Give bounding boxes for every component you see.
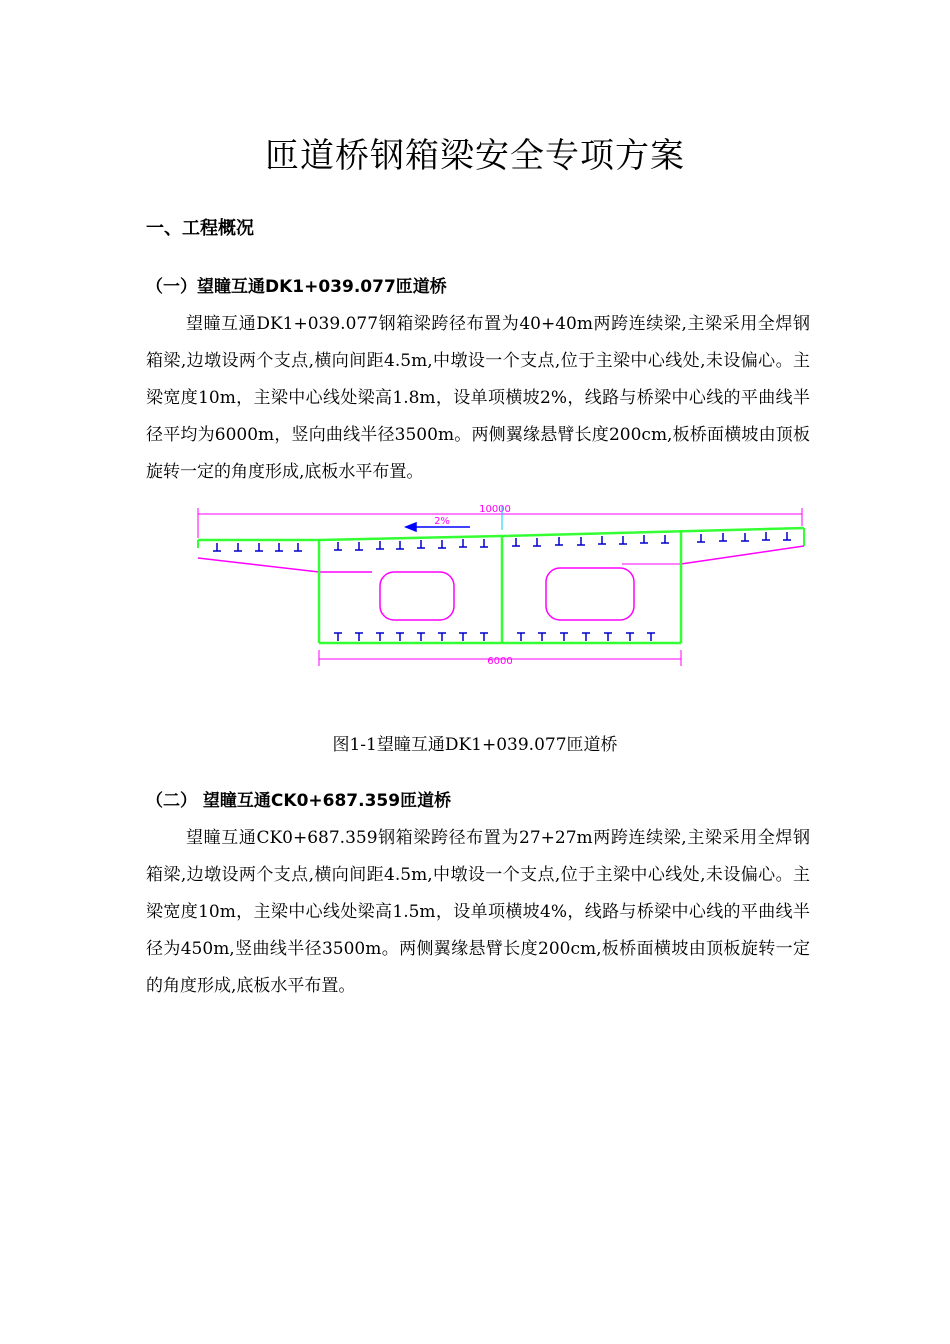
paragraph-bridge-1: 望瞳互通DK1+039.077钢箱梁跨径布置为40+40m两跨连续梁,主梁采用全焊钢箱梁,边墩设两个支点,横向间距4.5m,中墩设一个支点,位于主梁中心线处,未设偏心。主梁宽度10m，主梁中心线处梁高1.8m，设单项横坡2%，线路与桥梁中心线的平曲线半径平均为6000m，竖向曲线半径3500m。两侧翼缘悬臂长度200cm,板桥面横坡由顶板旋转一定的角度形成,底板水平布置。 [146,314,810,482]
left-diaphragm-opening [380,572,454,620]
right-diaphragm-opening [546,568,634,620]
figure-caption: 图1-1望瞳互通DK1+039.077匝道桥 [332,735,618,755]
page-title: 匝道桥钢箱梁安全专项方案 [265,136,685,176]
left-cantilever-bottom [198,558,319,572]
subsection-heading-2: （二） 望瞳互通CK0+687.359匝道桥 [146,791,452,811]
paragraph-bridge-2: 望瞳互通CK0+687.359钢箱梁跨径布置为27+27m两跨连续梁,主梁采用全焊钢箱梁,边墩设两个支点,横向间距4.5m,中墩设一个支点,位于主梁中心线处,未设偏心。主梁宽度10m，主梁中心线处梁高1.5m，设单项横坡4%，线路与桥梁中心线的平曲线半径为450m,竖曲线半径3500m。两侧翼缘悬臂长度200cm,板桥面横坡由顶板旋转一定的角度形成,底板水平布置。 [146,828,810,996]
box-girder-cross-section-diagram [190,500,810,675]
bottom-stiffeners [334,633,655,641]
dim-bottom-label: 6000 [487,656,513,667]
slope-label: 2% [434,516,450,527]
subsection-heading-1: （一）望瞳互通DK1+039.077匝道桥 [146,277,447,297]
section-heading-overview: 一、工程概况 [146,218,254,239]
dim-top-label: 10000 [479,504,511,515]
right-cantilever-bottom [681,546,804,564]
